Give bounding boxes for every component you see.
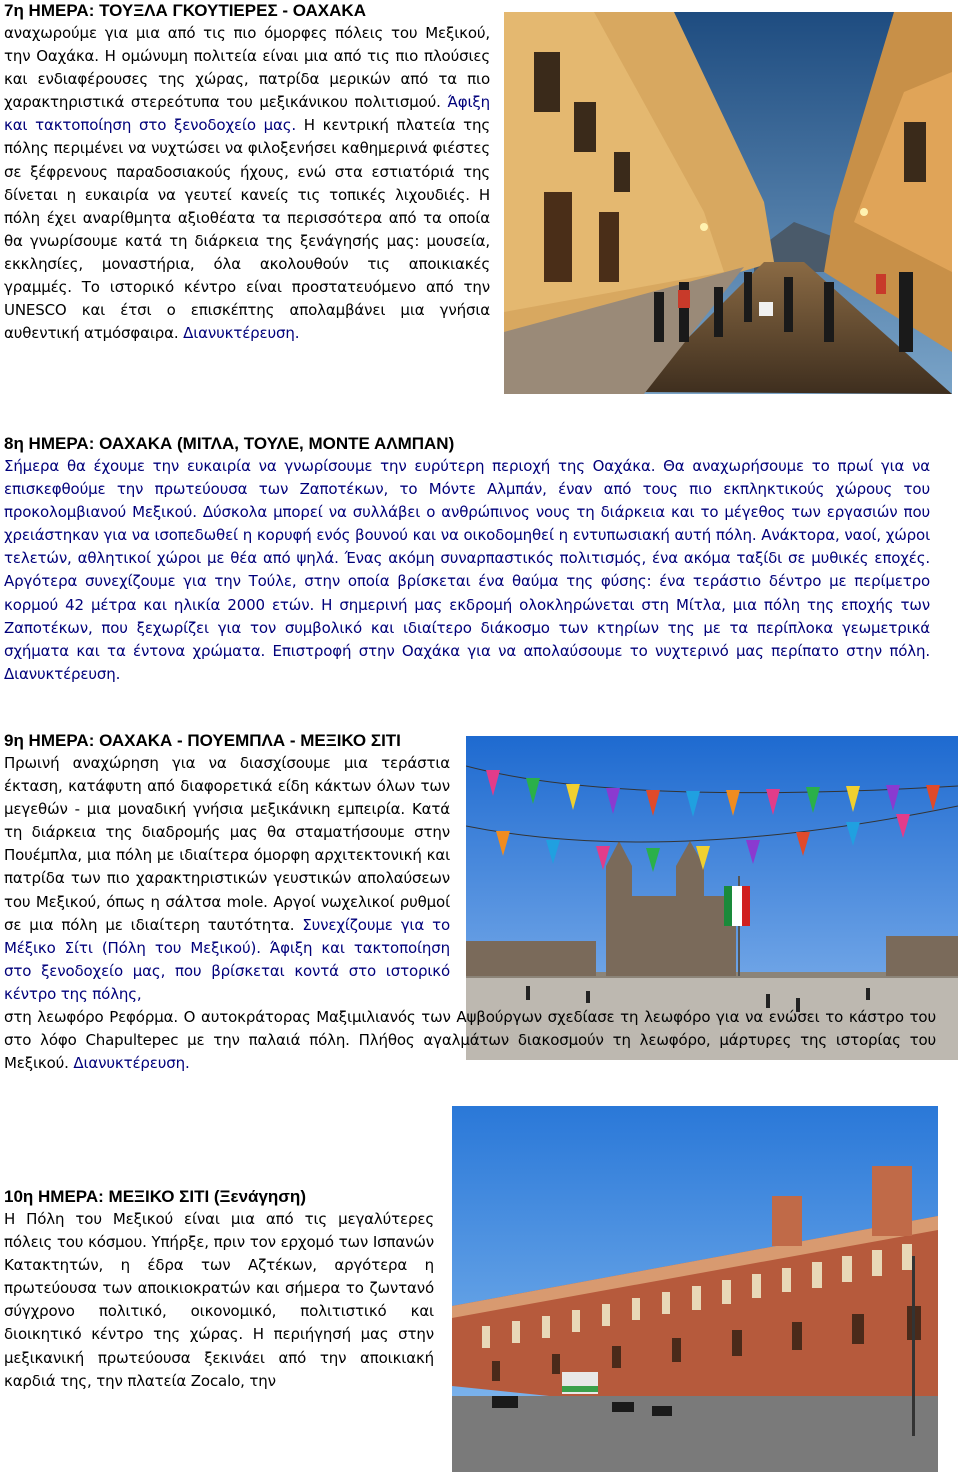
day9-text-d: Διανυκτέρευση. (73, 1054, 190, 1073)
day10-heading: 10η ΗΜΕΡΑ: ΜΕΞΙΚΟ ΣΙΤΙ (Ξενάγηση) (4, 1187, 306, 1206)
day9-text-a: Πρωινή αναχώρηση για να διασχίσουμε μια τεράστια έκταση, κατάφυτη από διαφορετικά είδη κάκτων όλων των μεγεθών - μια μοναδική γνήσια μεξικάνικη εμπειρία. Κατά τη διάρκεια της διαδρομής μας θα σταματήσουμε στην Πουέμπλα, μια πόλη με ιδιαίτερα όμορφη αρχιτεκτονική και πατρίδα των πιο χαρακτηριστικών γευστικών απολαύσεων του Μεξικού, όπως η σάλτσα mole. Αργοί νωχελικοί ρυθμοί σε μια πόλη με ιδιαίτερη ταυτότητα. (4, 754, 450, 934)
day8-text-a: Σήμερα θα έχουμε την ευκαιρία να γνωρίσουμε την ευρύτερη περιοχή της Οαχάκα. Θα αναχωρήσουμε το πρωί για να επισκεφθούμε την πρωτεύουσα των Ζαποτέκων, το Μόντε Αλμπάν, έναν από τους πιο εκπληκτικούς χώρους του προκολομβιανού Μεξικού. Δύσκολα μπορεί να συλλάβει ο ανθρώπινος νους τη διάρκεια και το μέγεθος των εργασιών που χρειάστηκαν για να ισοπεδωθεί η κορυφή ενός βουνού και να οικοδομηθεί η εντυπωσιακή αυτή πόλη. Ανάκτορα, ναοί, χώροι τελετών, αθλητικοί χώροι με θέα από ψηλά. Ένας ακόμη συναρπαστικός πολιτισμός, ένα ακόμα ταξίδι σε μυθικές εποχές. Αργότερα συνεχίζουμε για την Τούλε, στην οποία βρίσκεται ένα θαύμα της φύσης: ένα τεράστιο δέντρο με περίμετρο κορμού 42 μέτρα και ηλικία 2000 ετών. Η σημερινή μας εκδρομή ολοκληρώνεται στη Μίτλα, μια πόλη της εποχής των Ζαποτέκων, που ξεχωρίζει για τον συμβολικό και ιδιαίτερο διάκοσμο των κτηρίων της με τα περίπλοκα γεωμετρικά σχήματα και τα έντονα χρώματα. (4, 457, 930, 660)
national-palace-photo (452, 1106, 938, 1472)
day7-text-c: Η κεντρική πλατεία της πόλης περιμένει να νυχτώσει να φιλοξενήσει καθημερινά φιέστες σε ξέφρενους παραδοσιακούς ήχους, ενώ στα εστιατόριά της δίνεται η ευκαιρία να γευτεί κανείς τις τοπικές λιχουδιές. Η πόλη έχει αναρίθμητα αξιοθέατα τα περισσότερα από τα οποία θα γνωρίσουμε κατά τη διάρκεια της ξενάγησής μας: μουσεία, εκκλησίες, μοναστήρια, όλα ακολουθούν τις αποικιακές γραμμές. Το ιστορικό κέντρο είναι προστατευόμενο από την UNESCO και έτσι ο επισκέπτης απολαμβάνει μια γνήσια αυθεντική ατμόσφαιρα. (4, 116, 490, 343)
day7-text-d: Διανυκτέρευση. (183, 324, 300, 343)
day9-text-c: στη λεωφόρο Ρεφόρμα. Ο αυτοκράτορας Μαξιμιλιανός των Αψβούργων σχεδίασε τη λεωφόρο για να ενώσει το κάστρο του στο λόφο Chapultepec με την παλαιά πόλη. Πλήθος αγαλμάτων διακοσμούν τη λεωφόρο, μάρτυρες της ιστορίας του Μεξικού. (4, 1008, 937, 1073)
day9-section (4, 730, 936, 1075)
day10-paragraph: Η Πόλη του Μεξικού είναι μια από τις μεγαλύτερες πόλεις του κόσμου. Υπήρξε, πριν τον ερχομό των Ισπανών Κατακτητών, η έδρα των Αζτέκων, αργότερα η πρωτεύουσα των αποικιοκρατών και σήμερα το ζωντανό σύγχρονο πολιτικό, οικονομικό, πολιτιστικό και διοικητικό κέντρο της χώρας. Η περιήγησή μας στην μεξικανική πρωτεύουσα ξεκινάει από την αποικιακή καρδιά της, την πλατεία Zocalo, την (4, 1210, 434, 1390)
day7-section (4, 0, 490, 345)
day9-text-b: Συνεχίζουμε για το Μέξικο Σίτι (Πόλη του Μεξικού). Άφιξη και τακτοποίηση στο ξενοδοχείο μας, που βρίσκεται κοντά στο ιστορικό κέντρο της πόλης, (4, 915, 450, 1003)
oaxaca-street-photo (504, 12, 952, 394)
day9-paragraph-b (4, 1006, 936, 1075)
day8-paragraph (4, 455, 930, 686)
day9-heading: 9η ΗΜΕΡΑ: ΟΑΧΑΚΑ - ΠΟΥΕΜΠΛΑ - ΜΕΞΙΚΟ ΣΙΤΙ (4, 731, 401, 750)
day7-text-a: αναχωρούμε για μια από τις πιο όμορφες πόλεις του Μεξικού, την Οαχάκα. Η ομώνυμη πολιτεία είναι μια από τις πιο πλούσιες και ενδιαφέρουσες της χώρας, πατρίδα μερικών από τα πιο χαρακτηριστικά στερεότυπα του μεξικάνικου πολιτισμού. (4, 24, 490, 112)
day8-section (4, 433, 930, 686)
day8-heading: 8η ΗΜΕΡΑ: ΟΑΧΑΚΑ (ΜΙΤΛΑ, ΤΟΥΛΕ, ΜΟΝΤΕ ΑΛΜΠΑΝ) (4, 434, 455, 453)
day7-heading: 7η ΗΜΕΡΑ: ΤΟΥΞΛΑ ΓΚΟΥΤΙΕΡΕΣ - ΟΑΧΑΚΑ (4, 1, 366, 20)
day10-section (4, 1186, 434, 1393)
day8-text-b: Επιστροφή στην Οαχάκα για να απολαύσουμε το νυχτερινό μας περίπατο στην πόλη. Διανυκτέρευση. (4, 641, 930, 683)
day7-text-b: Άφιξη και τακτοποίηση στο ξενοδοχείο μας. (4, 93, 490, 135)
day9-paragraph-a (4, 752, 450, 1006)
day7-paragraph (4, 22, 490, 345)
